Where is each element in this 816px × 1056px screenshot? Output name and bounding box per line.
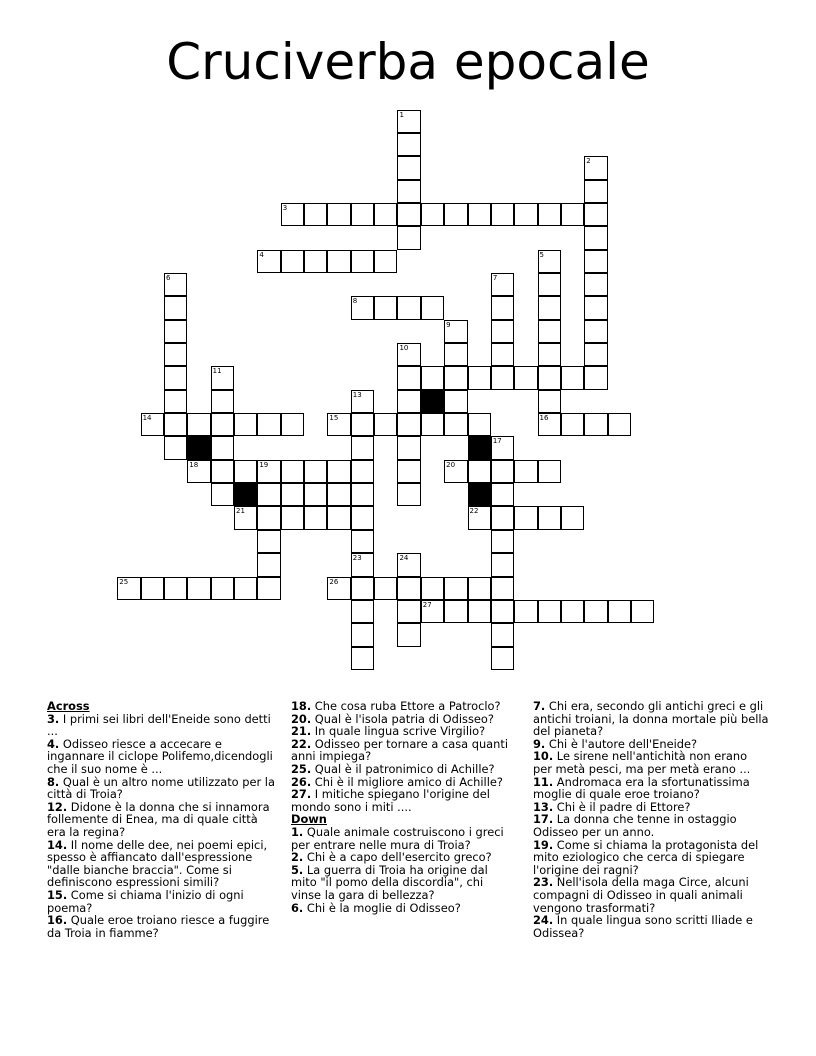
grid-cell[interactable]: [257, 530, 280, 553]
grid-cell[interactable]: [491, 577, 514, 600]
clue-number-label: 19.: [533, 837, 554, 852]
clue-number-label: 18.: [291, 699, 312, 713]
grid-cell[interactable]: [491, 506, 514, 529]
grid-cell[interactable]: [491, 203, 514, 226]
grid-cell[interactable]: [304, 250, 327, 273]
grid-cell[interactable]: [584, 226, 607, 249]
clue-text: Quale animale costruiscono i greci per entrare nelle mura di Troia?: [291, 824, 504, 852]
clue-text: La guerra di Troia ha origine dal mito "il pomo della discordia", chi vinse la gara di bellezza?: [291, 862, 488, 902]
clue-number: 18: [189, 460, 199, 469]
grid-cell[interactable]: [351, 647, 374, 670]
clue-text: Come si chiama la protagonista del mito eziologico che cerca di spiegare l'origine dei ragni?: [533, 837, 759, 877]
grid-cell[interactable]: [561, 203, 584, 226]
grid-cell[interactable]: [491, 483, 514, 506]
grid-cell[interactable]: [468, 600, 491, 623]
grid-cell[interactable]: [584, 343, 607, 366]
grid-cell[interactable]: [304, 460, 327, 483]
grid-cell[interactable]: [538, 413, 561, 436]
clue-text: Odisseo per tornare a casa quanti anni impiega?: [291, 736, 509, 764]
clue-number: 5: [539, 250, 545, 259]
clue-text: Didone è la donna che si innamora follemente di Enea, ma di quale città era la regina?: [47, 799, 270, 839]
clue-text: In quale lingua sono scritti Iliade e Odissea?: [533, 913, 753, 940]
clue-text: Qual è l'isola patria di Odisseo?: [311, 711, 494, 726]
clue-text: Quale eroe troiano riesce a fuggire da Troia in fiamme?: [47, 913, 270, 940]
grid-cell[interactable]: [397, 226, 420, 249]
clue-item: [291, 826, 513, 851]
grid-cell[interactable]: [491, 366, 514, 389]
grid-cell[interactable]: [468, 460, 491, 483]
grid-cell[interactable]: [584, 203, 607, 226]
clue-number-label: 9.: [533, 736, 546, 751]
clue-number: 2: [586, 157, 591, 166]
grid-cell[interactable]: [421, 577, 444, 600]
clue-number: 15: [329, 414, 339, 423]
clue-item: [533, 700, 769, 738]
clue-text: Chi era, secondo gli antichi greci e gli antichi troiani, la donna mortale più bella del pianeta?: [533, 699, 769, 739]
clue-item: [533, 813, 769, 838]
clue-number-label: 1.: [291, 824, 304, 839]
grid-cell[interactable]: [327, 203, 350, 226]
grid-cell[interactable]: [538, 460, 561, 483]
clue-number: 13: [352, 390, 362, 399]
clue-number-label: 24.: [533, 913, 554, 928]
grid-cell[interactable]: [374, 296, 397, 319]
clue-text: Nell'isola della maga Circe, alcuni compagni di Odisseo in quali animali vengono trasformati?: [533, 875, 749, 915]
grid-cell[interactable]: [491, 343, 514, 366]
clue-text: Le sirene nell'antichità non erano per metà pesci, ma per metà erano ...: [533, 749, 751, 776]
clue-text: I primi sei libri dell'Eneide sono detti ...: [47, 711, 271, 739]
grid-cell[interactable]: [444, 343, 467, 366]
clue-item: [47, 839, 277, 889]
grid-cell[interactable]: [608, 413, 631, 436]
grid-cell[interactable]: [351, 577, 374, 600]
grid-cell[interactable]: [164, 296, 187, 319]
grid-cell[interactable]: [397, 600, 420, 623]
grid-cell[interactable]: [491, 530, 514, 553]
clue-item: [291, 788, 513, 813]
clue-number: 1: [399, 110, 404, 119]
grid-cell[interactable]: [397, 156, 420, 179]
grid-cell[interactable]: [351, 436, 374, 459]
grid-cell[interactable]: [327, 413, 350, 436]
clues-heading: Across: [47, 699, 90, 713]
grid-cell[interactable]: [141, 413, 164, 436]
grid-cell[interactable]: [374, 413, 397, 436]
grid-cell[interactable]: [584, 366, 607, 389]
grid-cell[interactable]: [397, 203, 420, 226]
grid-cell[interactable]: [421, 203, 444, 226]
grid-cell[interactable]: [491, 320, 514, 343]
grid-cell[interactable]: [444, 203, 467, 226]
grid-cell[interactable]: [327, 506, 350, 529]
grid-cell[interactable]: [468, 413, 491, 436]
grid-cell[interactable]: [444, 413, 467, 436]
clue-number-label: 6.: [291, 900, 304, 915]
grid-cell[interactable]: [211, 413, 234, 436]
clue-number-label: 2.: [291, 850, 304, 865]
clue-number-label: 22.: [291, 736, 312, 751]
grid-cell[interactable]: [584, 320, 607, 343]
clue-item: [533, 839, 769, 877]
clue-number: 20: [446, 460, 456, 469]
grid-cell[interactable]: [444, 577, 467, 600]
clue-item: [533, 750, 769, 775]
grid-cell[interactable]: [514, 366, 537, 389]
grid-cell[interactable]: [211, 390, 234, 413]
grid-cell[interactable]: [397, 483, 420, 506]
clue-item: [47, 738, 277, 776]
grid-cell[interactable]: [491, 600, 514, 623]
clue-text: Chi è il padre di Ettore?: [553, 799, 691, 814]
clue-text: Chi è il migliore amico di Achille?: [311, 774, 503, 789]
clues-heading: Down: [291, 812, 327, 827]
grid-cell[interactable]: [397, 366, 420, 389]
grid-cell[interactable]: [234, 506, 257, 529]
page-title: Cruciverba epocale: [166, 33, 650, 91]
grid-cell[interactable]: [491, 553, 514, 576]
clue-number-label: 14.: [47, 837, 68, 852]
grid-cell[interactable]: [304, 506, 327, 529]
grid-cell[interactable]: [351, 390, 374, 413]
grid-cell[interactable]: [211, 366, 234, 389]
grid-cell[interactable]: [444, 366, 467, 389]
clue-number: 22: [469, 507, 479, 516]
grid-cell[interactable]: [421, 600, 444, 623]
clue-text: Chi è a capo dell'esercito greco?: [303, 850, 492, 865]
grid-cell[interactable]: [327, 577, 350, 600]
grid-cell[interactable]: [234, 460, 257, 483]
grid-cell[interactable]: [351, 413, 374, 436]
grid-cell[interactable]: [351, 460, 374, 483]
clue-item: [47, 776, 277, 801]
clue-item: [291, 864, 513, 902]
grid-cell[interactable]: [538, 366, 561, 389]
grid-cell[interactable]: [561, 600, 584, 623]
grid-cell[interactable]: [421, 366, 444, 389]
grid-cell[interactable]: [584, 413, 607, 436]
grid-cell[interactable]: [257, 250, 280, 273]
grid-cell[interactable]: [397, 133, 420, 156]
grid-cell[interactable]: [327, 250, 350, 273]
grid-cell[interactable]: [538, 273, 561, 296]
grid-cell[interactable]: [444, 460, 467, 483]
grid-cell[interactable]: [584, 180, 607, 203]
clue-number: 8: [352, 297, 358, 306]
grid-cell[interactable]: [234, 577, 257, 600]
grid-cell[interactable]: [514, 506, 537, 529]
grid-cell[interactable]: [468, 203, 491, 226]
clues-column-1: [47, 700, 277, 939]
clue-number-label: 8.: [47, 774, 60, 789]
grid-cell[interactable]: [561, 366, 584, 389]
grid-cell[interactable]: [281, 506, 304, 529]
clue-text: Odisseo riesce a accecare e ingannare il ciclope Polifemo,dicendogli che il suo nome è ...: [47, 736, 273, 776]
clue-number-label: 5.: [291, 862, 304, 877]
grid-cell[interactable]: [351, 530, 374, 553]
grid-cell[interactable]: [327, 483, 350, 506]
clue-number: 17: [492, 437, 502, 446]
clue-item: [47, 801, 277, 839]
grid-cell[interactable]: [491, 436, 514, 459]
clue-number: 16: [539, 414, 549, 423]
grid-cell[interactable]: [187, 460, 210, 483]
grid-cell[interactable]: [187, 577, 210, 600]
grid-cell[interactable]: [584, 296, 607, 319]
clue-number: 26: [329, 577, 339, 586]
clue-number: 27: [422, 600, 432, 609]
clue-number: 21: [236, 507, 245, 516]
grid-cell[interactable]: [397, 577, 420, 600]
grid-cell[interactable]: [561, 506, 584, 529]
grid-cell[interactable]: [444, 600, 467, 623]
clue-text: Andromaca era la sfortunatissima moglie di quale eroe troiano?: [533, 774, 750, 802]
grid-cell[interactable]: [117, 577, 140, 600]
clue-text: Che cosa ruba Ettore a Patroclo?: [311, 699, 501, 713]
grid-cell[interactable]: [421, 296, 444, 319]
grid-block: [468, 436, 491, 459]
grid-cell[interactable]: [444, 390, 467, 413]
grid-cell[interactable]: [538, 506, 561, 529]
clue-number-label: 11.: [533, 774, 554, 789]
grid-cell[interactable]: [397, 110, 420, 133]
grid-cell[interactable]: [444, 320, 467, 343]
clue-number-label: 20.: [291, 711, 312, 726]
grid-cell[interactable]: [468, 577, 491, 600]
clue-item: [291, 738, 513, 763]
clue-text: Come si chiama l'inizio di ogni poema?: [47, 887, 244, 915]
grid-cell[interactable]: [631, 600, 654, 623]
grid-cell[interactable]: [164, 436, 187, 459]
grid-cell[interactable]: [234, 413, 257, 436]
clue-number-label: 15.: [47, 887, 68, 902]
clue-number-label: 10.: [533, 749, 554, 764]
grid-block: [234, 483, 257, 506]
grid-cell[interactable]: [187, 413, 210, 436]
clue-text: Il nome delle dee, nei poemi epici, spesso è affiancato dall'espressione "dalle bianche braccia". Come si definiscono espressioni simili?: [47, 837, 268, 890]
clue-number-label: 21.: [291, 724, 312, 739]
clues-column-2: [291, 700, 513, 914]
grid-cell[interactable]: [164, 343, 187, 366]
grid-cell[interactable]: [397, 343, 420, 366]
grid-cell[interactable]: [584, 273, 607, 296]
clue-item: [47, 889, 277, 914]
grid-cell[interactable]: [351, 506, 374, 529]
grid-cell[interactable]: [538, 600, 561, 623]
clue-number: 3: [282, 203, 288, 212]
clue-number-label: 3.: [47, 711, 60, 726]
clue-number-label: 16.: [47, 913, 68, 928]
grid-cell[interactable]: [491, 460, 514, 483]
grid-cell[interactable]: [257, 413, 280, 436]
grid-cell[interactable]: [351, 483, 374, 506]
clue-item: [47, 713, 277, 738]
grid-cell[interactable]: [351, 623, 374, 646]
grid-cell[interactable]: [281, 483, 304, 506]
clue-item: [47, 914, 277, 939]
clue-text: La donna che tenne in ostaggio Odisseo per un anno.: [533, 812, 737, 839]
clue-number: 19: [259, 460, 269, 469]
clue-text: I mitiche spiegano l'origine del mondo sono i miti ....: [291, 787, 490, 814]
clue-item: [291, 902, 513, 915]
grid-cell[interactable]: [257, 483, 280, 506]
grid-cell[interactable]: [397, 390, 420, 413]
grid-cell[interactable]: [491, 647, 514, 670]
grid-cell[interactable]: [164, 273, 187, 296]
grid-cell[interactable]: [351, 250, 374, 273]
clue-number: 9: [446, 320, 451, 329]
grid-cell[interactable]: [211, 483, 234, 506]
grid-cell[interactable]: [257, 577, 280, 600]
grid-cell[interactable]: [397, 623, 420, 646]
clue-number-label: 12.: [47, 799, 68, 814]
grid-cell[interactable]: [374, 250, 397, 273]
clue-number-label: 13.: [533, 799, 554, 814]
grid-cell[interactable]: [164, 577, 187, 600]
grid-cell[interactable]: [164, 413, 187, 436]
grid-cell[interactable]: [211, 460, 234, 483]
clue-number: 23: [352, 554, 362, 563]
clue-number-label: 4.: [47, 736, 60, 751]
clue-number: 25: [119, 577, 129, 586]
grid-cell[interactable]: [164, 320, 187, 343]
grid-cell[interactable]: [351, 553, 374, 576]
clue-number-label: 25.: [291, 761, 312, 776]
grid-cell[interactable]: [164, 366, 187, 389]
grid-cell[interactable]: [211, 436, 234, 459]
grid-cell[interactable]: [397, 553, 420, 576]
grid-cell[interactable]: [351, 203, 374, 226]
clue-number: 7: [492, 273, 498, 282]
grid-cell[interactable]: [491, 623, 514, 646]
grid-cell[interactable]: [538, 296, 561, 319]
grid-cell[interactable]: [327, 460, 350, 483]
grid-cell[interactable]: [257, 460, 280, 483]
grid-cell[interactable]: [351, 296, 374, 319]
clue-text: Chi è l'autore dell'Eneide?: [545, 736, 698, 751]
clue-text: Chi è la moglie di Odisseo?: [303, 900, 461, 915]
grid-cell[interactable]: [397, 436, 420, 459]
clue-number: 10: [399, 344, 409, 352]
grid-cell[interactable]: [468, 506, 491, 529]
grid-cell[interactable]: [468, 366, 491, 389]
clues-column-3: [533, 700, 769, 939]
grid-cell[interactable]: [584, 250, 607, 273]
clue-number-label: 27.: [291, 787, 312, 802]
clue-item: [533, 776, 769, 801]
grid-cell[interactable]: [397, 296, 420, 319]
grid-cell[interactable]: [491, 296, 514, 319]
grid-cell[interactable]: [397, 413, 420, 436]
grid-cell[interactable]: [141, 577, 164, 600]
clue-text: Qual è il patronimico di Achille?: [311, 761, 495, 776]
grid-cell[interactable]: [374, 577, 397, 600]
grid-cell[interactable]: [374, 203, 397, 226]
grid-cell[interactable]: [397, 460, 420, 483]
grid-cell[interactable]: [538, 320, 561, 343]
clue-number-label: 7.: [533, 699, 546, 713]
grid-cell[interactable]: [304, 483, 327, 506]
grid-cell[interactable]: [211, 577, 234, 600]
grid-cell[interactable]: [538, 390, 561, 413]
clue-text: Qual è un altro nome utilizzato per la città di Troia?: [47, 774, 275, 802]
grid-cell[interactable]: [164, 390, 187, 413]
grid-cell[interactable]: [304, 203, 327, 226]
grid-cell[interactable]: [281, 250, 304, 273]
clue-number: 24: [399, 554, 409, 563]
clue-number-label: 17.: [533, 812, 554, 827]
clue-item: [533, 914, 769, 939]
grid-cell[interactable]: [608, 600, 631, 623]
grid-cell[interactable]: [584, 600, 607, 623]
grid-cell[interactable]: [514, 600, 537, 623]
clue-item: [533, 876, 769, 914]
grid-block: [468, 483, 491, 506]
grid-cell[interactable]: [351, 600, 374, 623]
grid-cell[interactable]: [538, 343, 561, 366]
clue-text: In quale lingua scrive Virgilio?: [311, 724, 486, 739]
grid-cell[interactable]: [538, 250, 561, 273]
clue-number: 4: [259, 250, 264, 259]
clue-number-label: 26.: [291, 774, 312, 789]
grid-cell[interactable]: [281, 413, 304, 436]
grid-cell[interactable]: [421, 413, 444, 436]
clue-number-label: 23.: [533, 875, 554, 890]
grid-block: [421, 390, 444, 413]
grid-cell[interactable]: [281, 460, 304, 483]
grid-cell[interactable]: [514, 203, 537, 226]
grid-block: [187, 436, 210, 459]
clue-number: 14: [142, 414, 152, 423]
grid-cell[interactable]: [281, 203, 304, 226]
grid-cell[interactable]: [257, 553, 280, 576]
grid-cell[interactable]: [514, 460, 537, 483]
clue-number: 11: [212, 367, 222, 376]
grid-cell[interactable]: [538, 203, 561, 226]
grid-cell[interactable]: [397, 180, 420, 203]
grid-cell[interactable]: [257, 506, 280, 529]
clue-number: 6: [165, 273, 171, 282]
grid-cell[interactable]: [491, 273, 514, 296]
grid-cell[interactable]: [584, 156, 607, 179]
grid-cell[interactable]: [561, 413, 584, 436]
